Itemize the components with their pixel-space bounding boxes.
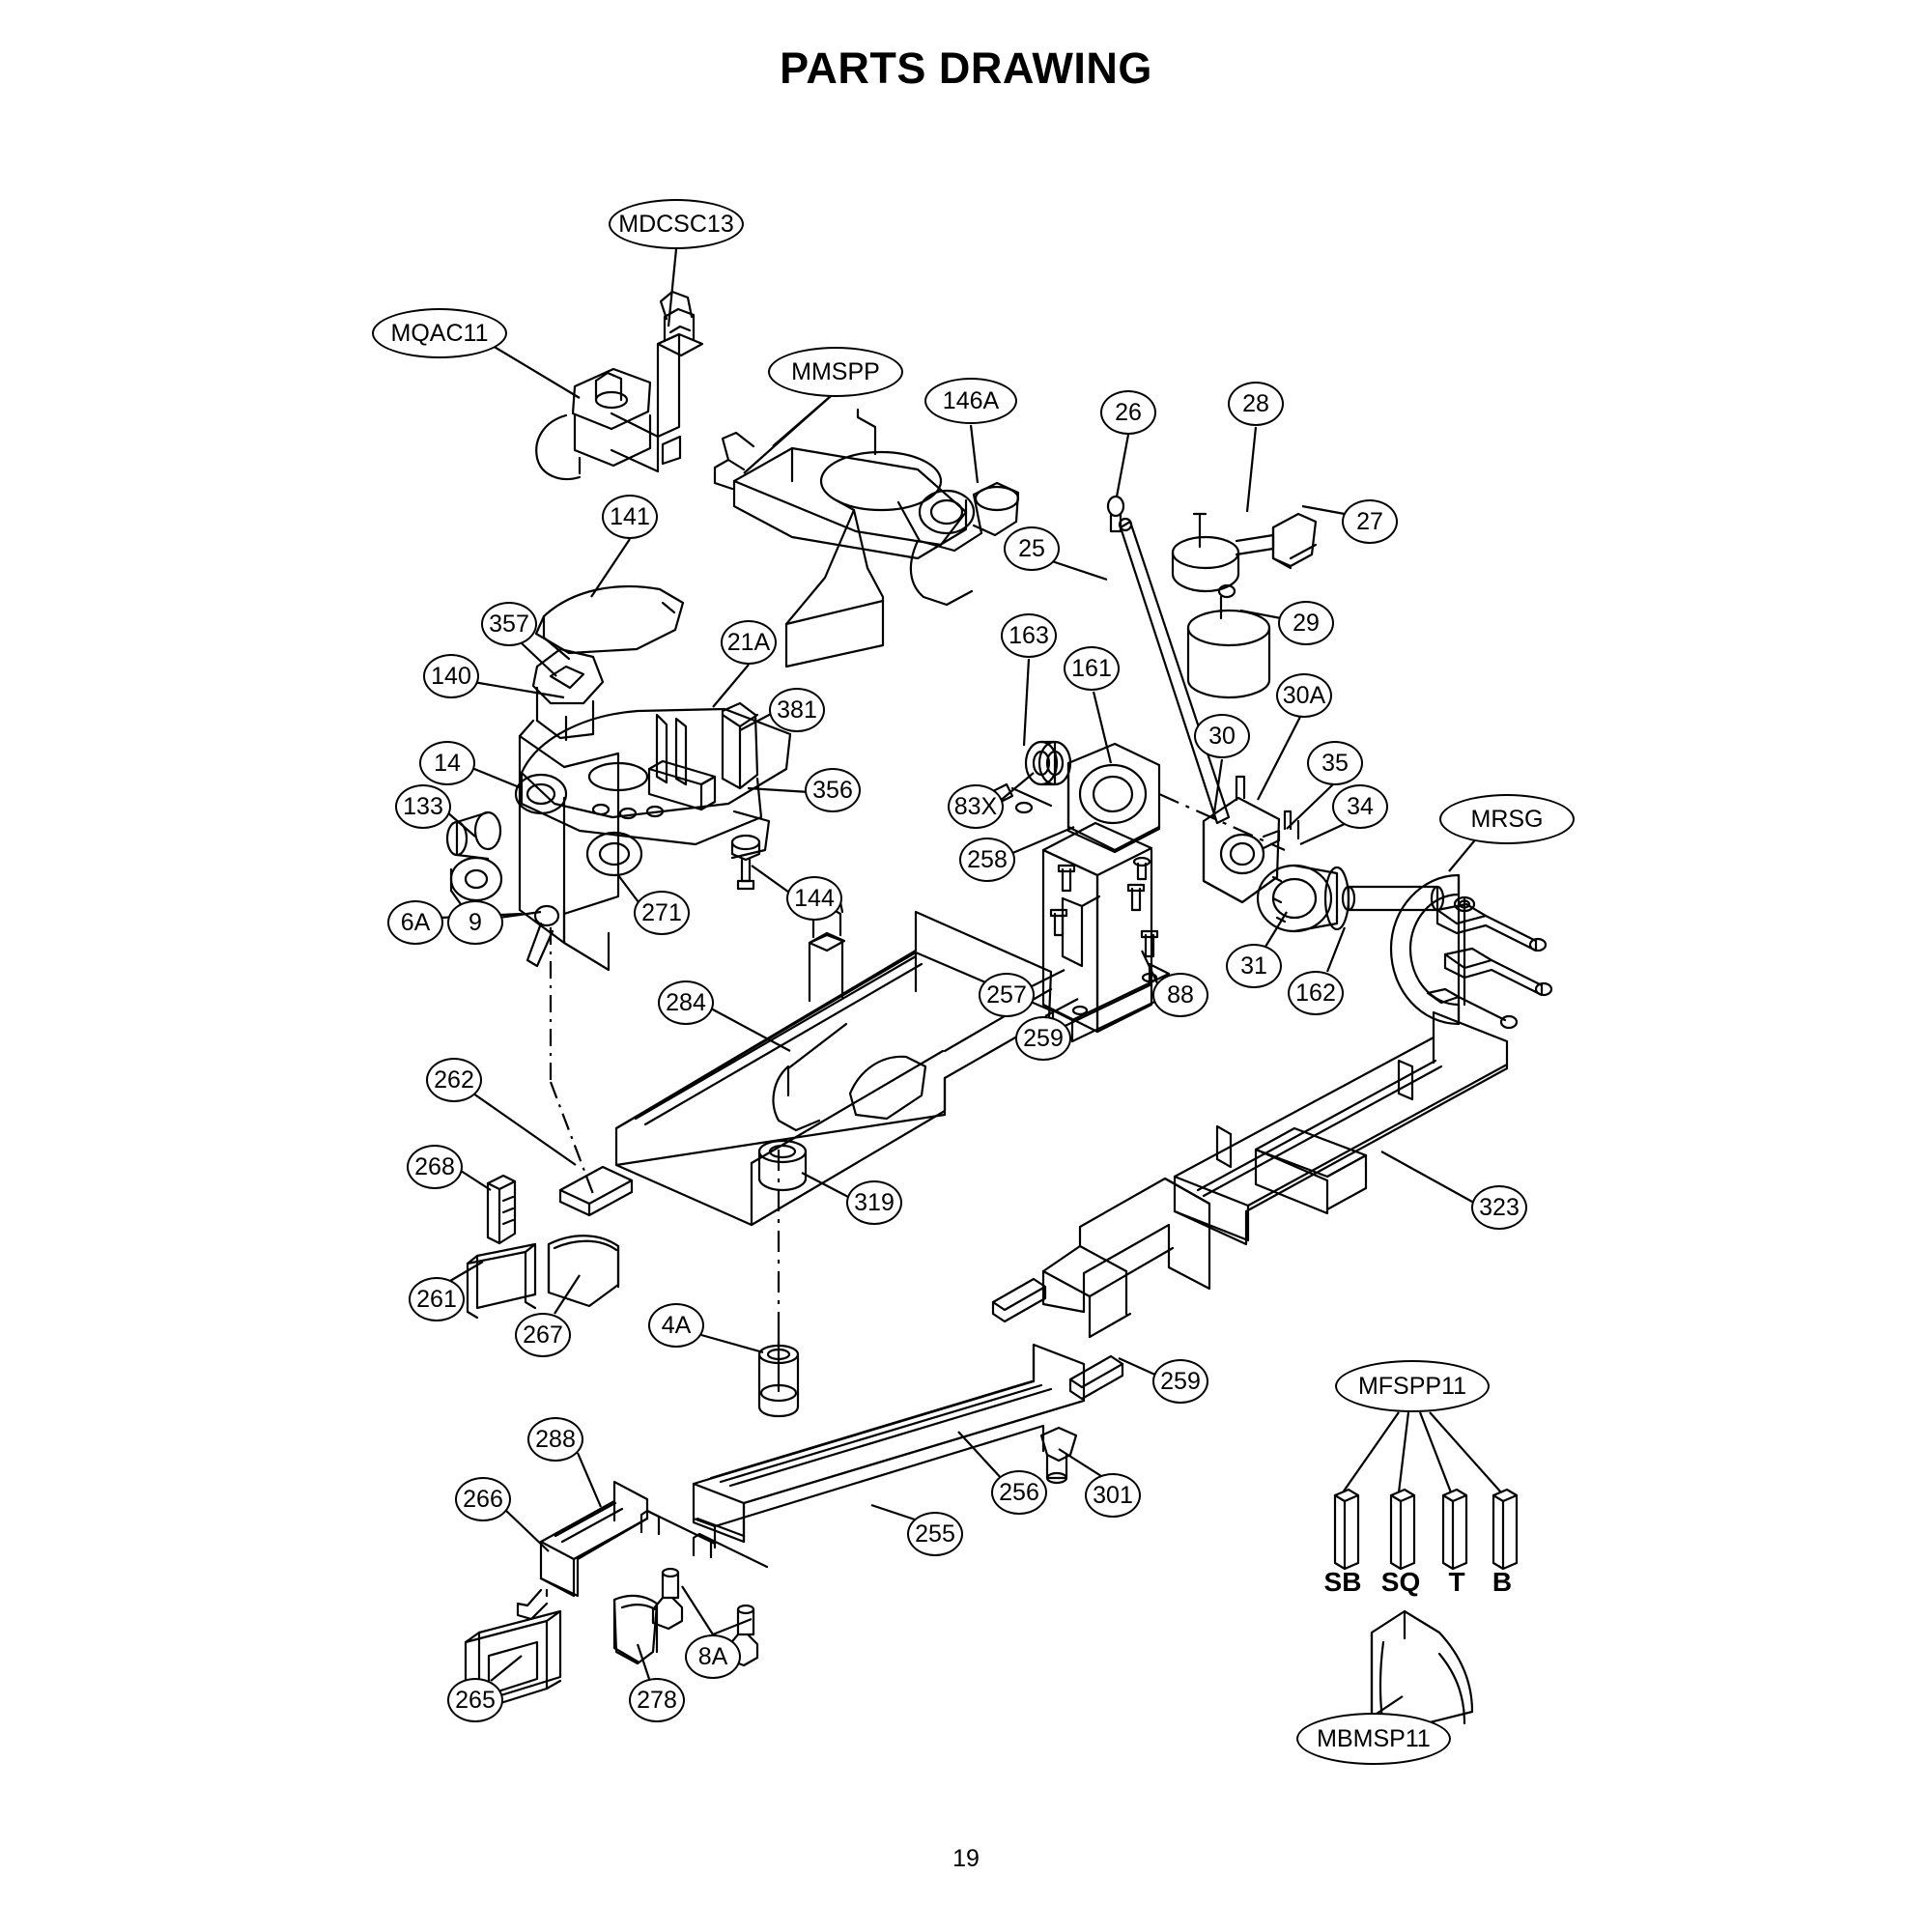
callout-259[interactable]: 259	[1015, 1016, 1071, 1061]
callout-mrsg[interactable]: MRSG	[1439, 794, 1575, 844]
fence-label-b: B	[1492, 1567, 1513, 1597]
part-288-arm	[541, 1482, 647, 1596]
part-267-cap	[549, 1236, 618, 1306]
part-261-shoe	[468, 1244, 535, 1318]
page-title: PARTS DRAWING	[780, 43, 1152, 93]
part-301-foot	[1041, 1428, 1076, 1483]
callout-255[interactable]: 255	[907, 1512, 963, 1556]
part-21a-bracket	[649, 715, 715, 810]
part-161-housing	[1068, 744, 1159, 852]
callout-25[interactable]: 25	[1004, 526, 1060, 571]
callout-262[interactable]: 262	[426, 1058, 482, 1102]
callout-mbmsp11[interactable]: MBMSP11	[1296, 1713, 1451, 1765]
callout-29[interactable]: 29	[1278, 601, 1334, 645]
part-266-screw	[518, 1590, 547, 1619]
callout-163[interactable]: 163	[1001, 613, 1057, 658]
page-number: 19	[952, 1845, 980, 1872]
part-25-rod	[1120, 519, 1229, 823]
callout-284[interactable]: 284	[658, 980, 714, 1025]
callout-4a[interactable]: 4A	[648, 1303, 704, 1348]
fence-label-t: T	[1448, 1567, 1465, 1597]
callout-258[interactable]: 258	[959, 838, 1015, 882]
callout-35[interactable]: 35	[1307, 741, 1363, 785]
callout-268[interactable]: 268	[407, 1145, 463, 1189]
callout-mdcsc13[interactable]: MDCSC13	[609, 199, 744, 249]
callout-301[interactable]: 301	[1085, 1473, 1141, 1518]
part-319-collar	[759, 1141, 806, 1190]
part-163-bearing	[1026, 742, 1070, 784]
callout-259[interactable]: 259	[1152, 1359, 1208, 1404]
callout-146a[interactable]: 146A	[924, 378, 1017, 424]
callout-mmspp[interactable]: MMSPP	[768, 347, 903, 397]
callout-162[interactable]: 162	[1288, 971, 1344, 1015]
part-mfspp11-fences	[1335, 1490, 1517, 1569]
callout-357[interactable]: 357	[481, 602, 537, 646]
callout-356[interactable]: 356	[805, 768, 861, 812]
part-31-pulley	[1258, 866, 1349, 931]
part-262-plate	[560, 1167, 632, 1215]
callout-140[interactable]: 140	[423, 654, 479, 698]
callout-288[interactable]: 288	[527, 1417, 583, 1462]
part-133-bushing	[447, 812, 501, 904]
callout-28[interactable]: 28	[1228, 382, 1284, 426]
callout-14[interactable]: 14	[419, 741, 475, 785]
part-284-rail-table	[616, 887, 1051, 1225]
callout-mfspp11[interactable]: MFSPP11	[1335, 1360, 1490, 1412]
callout-161[interactable]: 161	[1064, 646, 1120, 691]
callout-8a[interactable]: 8A	[685, 1634, 741, 1679]
callout-323[interactable]: 323	[1471, 1185, 1527, 1230]
callout-30[interactable]: 30	[1194, 714, 1250, 758]
part-278-foot	[614, 1596, 657, 1663]
part-255-fence	[694, 1333, 1084, 1548]
callout-34[interactable]: 34	[1332, 784, 1388, 829]
part-259-pins	[993, 1279, 1122, 1399]
callout-83x[interactable]: 83X	[948, 784, 1004, 829]
callout-88[interactable]: 88	[1152, 973, 1208, 1017]
callout-6a[interactable]: 6A	[387, 900, 443, 945]
callout-27[interactable]: 27	[1342, 499, 1398, 544]
fence-label-sq: SQ	[1380, 1567, 1421, 1597]
callout-31[interactable]: 31	[1226, 944, 1282, 988]
callout-261[interactable]: 261	[409, 1277, 465, 1321]
callout-9[interactable]: 9	[447, 900, 503, 945]
callout-381[interactable]: 381	[769, 688, 825, 732]
callout-271[interactable]: 271	[634, 891, 690, 935]
part-hanger-bracket	[1043, 1179, 1209, 1337]
callout-319[interactable]: 319	[846, 1180, 902, 1225]
callout-mqac11[interactable]: MQAC11	[372, 308, 507, 358]
part-323-frame	[1175, 1012, 1507, 1244]
callout-26[interactable]: 26	[1100, 390, 1156, 435]
callout-278[interactable]: 278	[629, 1678, 685, 1722]
part-268-clip	[488, 1176, 515, 1243]
callout-267[interactable]: 267	[515, 1313, 571, 1357]
part-mqac11-clamp	[536, 292, 702, 479]
callout-266[interactable]: 266	[455, 1477, 511, 1521]
callout-30a[interactable]: 30A	[1276, 673, 1332, 718]
callout-257[interactable]: 257	[979, 973, 1035, 1017]
callout-133[interactable]: 133	[395, 784, 451, 829]
callout-141[interactable]: 141	[602, 495, 658, 539]
callout-21a[interactable]: 21A	[721, 620, 777, 665]
callout-144[interactable]: 144	[786, 876, 842, 921]
part-30-hub	[1204, 777, 1298, 902]
part-144-bolt	[732, 836, 759, 889]
callout-265[interactable]: 265	[447, 1678, 503, 1722]
callout-256[interactable]: 256	[991, 1470, 1047, 1515]
part-141-cover	[536, 586, 683, 659]
fence-label-sb: SB	[1323, 1567, 1362, 1597]
